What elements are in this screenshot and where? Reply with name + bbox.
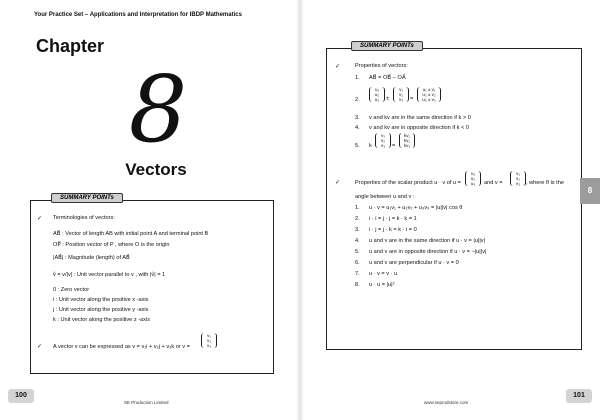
operator: ± (386, 96, 390, 102)
term-line: v̂ = v/|v| : Unit vector parallel to v , with |v̂| = 1 (53, 272, 166, 278)
column-vector: u₁ u₂ u₃ (369, 87, 385, 102)
item-number: 1. (355, 205, 360, 211)
column-vector: v₁ v₂ v₃ (201, 333, 217, 348)
column-vector: u₁ u₂ u₃ (465, 171, 481, 186)
term-line: |AB⃗| : Magnitude (length) of AB⃗ (53, 255, 130, 261)
publisher-footer: SE Production Limited (124, 400, 169, 405)
page-number-right: 101 (566, 389, 592, 403)
item-number: 5. (355, 143, 360, 149)
chapter-title: Vectors (125, 160, 187, 179)
check-icon: ✓ (335, 64, 341, 70)
item-number: 4. (355, 238, 360, 244)
scalar-property: u and v are in the same direction if u · v = |u||v| (369, 238, 486, 244)
item-number: 5. (355, 249, 360, 255)
item-number: 4. (355, 125, 360, 131)
running-header: Your Practice Set – Applications and Interpretation for IBDP Mathematics (34, 12, 242, 18)
properties-title: Properties of vectors: (355, 63, 408, 69)
scalar-and: and v = (484, 180, 503, 186)
scalar-property: u · v = v · u (369, 271, 398, 277)
column-vector: u₁ ± v₁ u₂ ± v₂ u₃ ± v₃ (417, 87, 441, 102)
summary-box-right (326, 43, 582, 350)
column-vector: v₁ v₂ v₃ (393, 87, 409, 102)
website-footer: www.seprodstore.com (424, 400, 469, 405)
scalar-continuation: angle between u and v : (355, 194, 415, 200)
term-line: 0 : Zero vector (53, 287, 90, 293)
operator: = (410, 96, 414, 102)
item-number: 6. (355, 260, 360, 266)
item-number: 2. (355, 216, 360, 222)
term-line: j : Unit vector along the positive y -axis (53, 307, 149, 313)
check-icon: ✓ (37, 344, 43, 350)
column-vector: kv₁ kv₂ kv₃ (399, 133, 415, 148)
check-icon: ✓ (37, 216, 43, 222)
scalar-title: Properties of the scalar product u · v of u = (355, 180, 461, 186)
check-icon: ✓ (335, 180, 341, 186)
scalar-property: u · v = u₁v₁ + u₂v₂ + u₃v₃ = |u||v| cos θ (369, 205, 463, 211)
chapter-label: Chapter (36, 36, 105, 56)
scalar-k: k (369, 143, 372, 149)
scalar-where: , where θ is the (526, 180, 564, 186)
property-text: v and kv are in the same direction if k > 0 (369, 115, 471, 121)
scalar-property: u · u = |u|² (369, 282, 395, 288)
vector-expression: A vector v can be expressed as v = v₁i + v₂j + v₃k or v = (53, 344, 190, 350)
operator: = (392, 143, 396, 149)
term-line: AB⃗ : Vector of length AB with initial point A and terminal point B (53, 231, 209, 237)
item-number: 3. (355, 227, 360, 233)
term-line: k : Unit vector along the positive z -axis (53, 317, 151, 323)
column-vector: v₁ v₂ v₃ (375, 133, 391, 148)
chapter-number: 8 (128, 56, 188, 163)
item-number: 3. (355, 115, 360, 121)
terminology-intro: Terminologies of vectors: (53, 215, 115, 221)
item-number: 7. (355, 271, 360, 277)
scalar-property: i · j = j · k = k · i = 0 (369, 227, 417, 233)
summary-box-left (30, 195, 274, 374)
page-number-left: 100 (8, 389, 34, 403)
scalar-property: i · i = j · j = k · k = 1 (369, 216, 417, 222)
property-text: v and kv are in opposite direction if k < 0 (369, 125, 469, 131)
term-line: OP⃗ : Position vector of P , where O is the origin (53, 242, 170, 248)
property-text: AB⃗ = OB⃗ − OA⃗ (369, 75, 406, 81)
item-number: 2. (355, 97, 360, 103)
book-gutter (296, 0, 304, 420)
summary-tag: SUMMARY POINTs (51, 193, 123, 203)
term-line: i : Unit vector along the positive x -axis (53, 297, 149, 303)
item-number: 8. (355, 282, 360, 288)
scalar-property: u and v are in opposite direction if u · v = −|u||v| (369, 249, 487, 255)
summary-tag: SUMMARY POINTs (351, 41, 423, 51)
chapter-side-tab: 8 (580, 178, 600, 204)
column-vector: v₁ v₂ v₃ (510, 171, 526, 186)
item-number: 1. (355, 75, 360, 81)
scalar-property: u and v are perpendicular if u · v = 0 (369, 260, 459, 266)
